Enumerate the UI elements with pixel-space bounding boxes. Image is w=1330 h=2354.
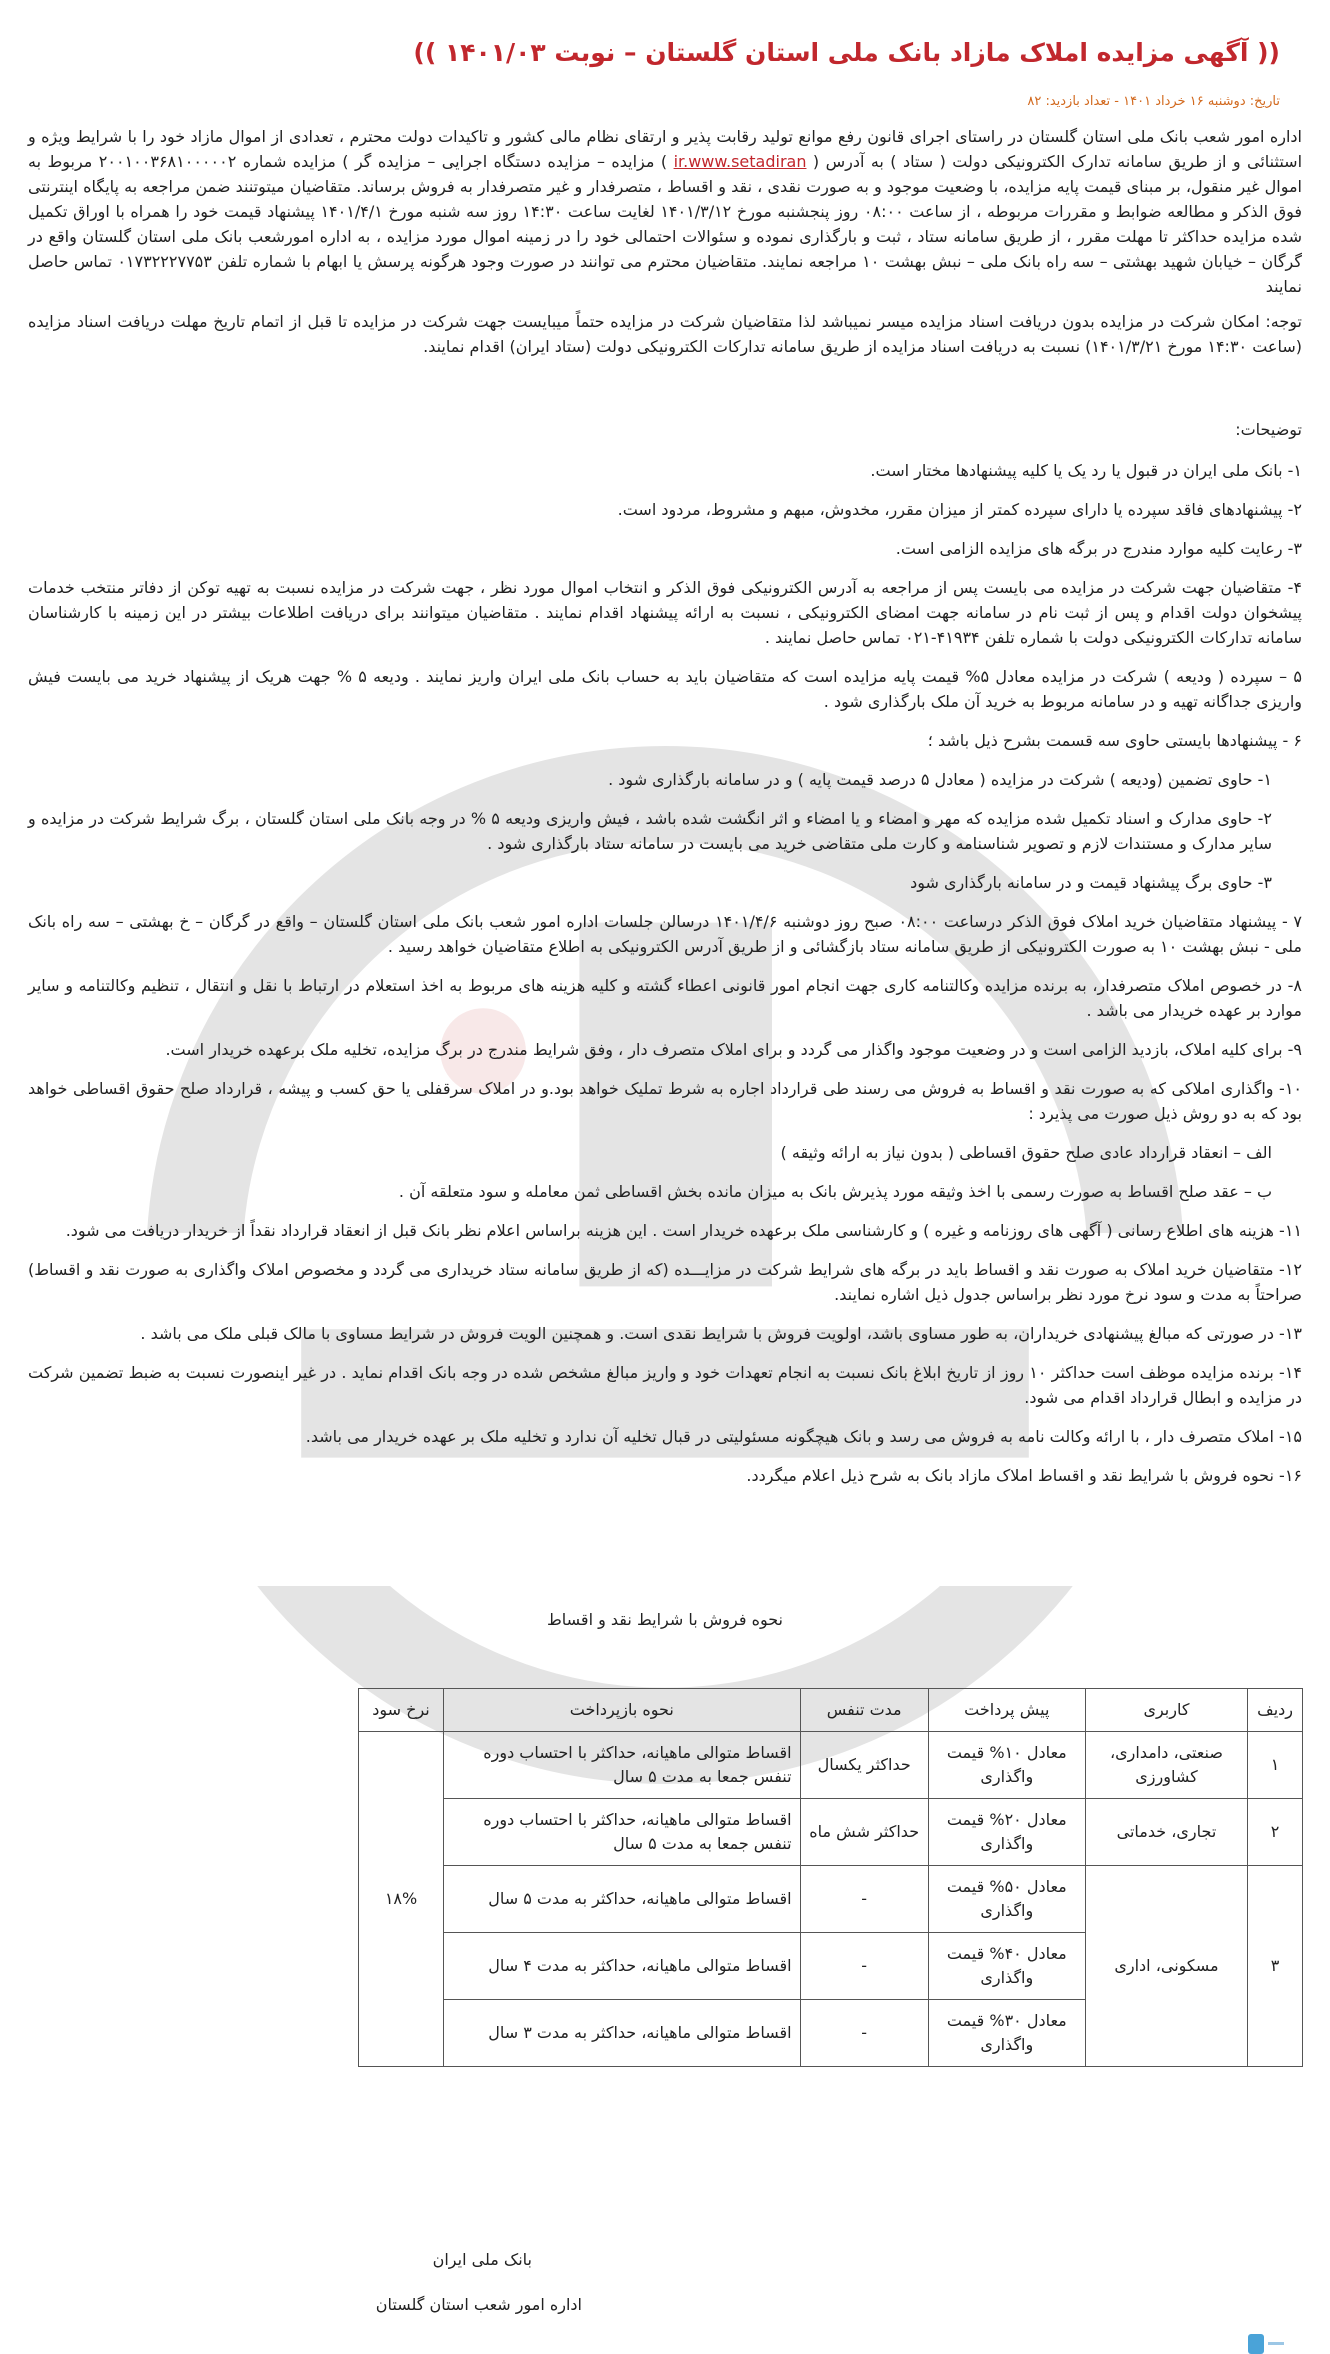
col-header: نرخ سود: [359, 1689, 444, 1732]
table-row: [359, 1799, 1303, 1866]
cell-usage: تجاری، خدماتی: [1085, 1799, 1247, 1866]
note-item: ۷ - پیشنهاد متقاضیان خرید املاک فوق الذکر درساعت ۰۸:۰۰ صبح روز دوشنبه ۱۴۰۱/۴/۶ درسالن جلسات اداره امور شعب بانک ملی استان گلستان – واقع در گرگان – خ بهشتی – سه راه بانک ملی - نبش بهشت ۱۰ به صورت الکترونیکی از طریق سامانه ستاد بازگشائی و از طریق آدرس الکترونیکی به اطلاع متقاضیان خواهد رسید .: [28, 912, 1302, 956]
col-header: مدت تنفس: [800, 1689, 928, 1732]
col-header: ردیف: [1248, 1689, 1303, 1732]
signature-office: اداره امور شعب استان گلستان: [375, 2295, 582, 2314]
cell-grace: حداکثر شش ماه: [800, 1799, 928, 1866]
note-item: ۱۱- هزینه های اطلاع رسانی ( آگهی های روزنامه و غیره ) و کارشناسی ملک برعهده خریدار است . این هزینه براساس اعلام نظر بانک قبل از انعقاد قرارداد نقداً از خریدار دریافت می شود.: [65, 1221, 1302, 1240]
cell-prepay: معادل ۴۰% قیمت واگذاری: [928, 1933, 1085, 2000]
cell-grace: -: [800, 1933, 928, 2000]
cell-prepay: معادل ۵۰% قیمت واگذاری: [928, 1866, 1085, 1933]
post-meta: تاریخ: دوشنبه ۱۶ خرداد ۱۴۰۱ - تعداد بازدید: ۸۲: [1027, 94, 1280, 109]
cell-usage: مسکونی، اداری: [1085, 1866, 1247, 2067]
note-item: ۵ – سپرده ( ودیعه ) شرکت در مزایده معادل ۵% قیمت پایه مزایده است که متقاضیان باید به حساب بانک ملی ایران واریز نمایند . ودیعه ۵ % جهت هریک از پیشنهاد خرید می بایست فیش واریزی جداگانه تهیه و در سامانه مربوط به خرید آن ملک بارگذاری شود .: [28, 667, 1302, 711]
cell-repay: اقساط متوالی ماهیانه، حداکثر به مدت ۴ سال: [444, 1933, 801, 2000]
col-header: نحوه بازپرداخت: [444, 1689, 801, 1732]
col-header: پیش پرداخت: [928, 1689, 1085, 1732]
cell-usage: صنعتی، دامداری، کشاورزی: [1085, 1732, 1247, 1799]
note-item: ۹- برای کلیه املاک، بازدید الزامی است و در وضعیت موجود واگذار می گردد و برای املاک متصرف دار ، وفق شرایط مندرج در برگ مزایده، تخلیه ملک برعهده خریدار است.: [165, 1040, 1302, 1059]
note-item: ۲- پیشنهادهای فاقد سپرده یا دارای سپرده کمتر از میزان مقرر، مخدوش، مبهم و مشروط، مردود است.: [617, 500, 1302, 519]
notes-heading: توضیحات:: [1235, 420, 1302, 439]
note-item: ۱۶- نحوه فروش با شرایط نقد و اقساط املاک مازاد بانک به شرح ذیل اعلام میگردد.: [746, 1466, 1302, 1485]
table-row: [359, 1866, 1303, 1933]
signature-bank: بانک ملی ایران: [432, 2250, 532, 2269]
cell-rate: ۱۸%: [359, 1732, 444, 2067]
note-subitem: ۲- حاوی مدارک و اسناد تکمیل شده مزایده که مهر و امضاء و یا امضاء و اثر انگشت شده باشد ، فیش واریزی ودیعه ۵ % در وجه بانک ملی استان گلستان ، برگ شرایط شرکت در مزایده و سایر مدارک و مستندات لازم و تصویر شناسنامه و کارت ملی متقاضی خرید می بایست در سامانه ستاد بارگذاری شود .: [28, 809, 1272, 853]
installment-table: [358, 1688, 1303, 2067]
col-header: کاربری: [1085, 1689, 1247, 1732]
table-row: [359, 1732, 1303, 1799]
note-item: ۴- متقاضیان جهت شرکت در مزایده می بایست پس از مراجعه به آدرس الکترونیکی فوق الذکر و انتخاب اموال مورد نظر ، جهت شرکت در مزایده نسبت به تهیه توکن از دفاتر منتخب خدمات پیشخوان دولت اقدام و پس از ثبت نام در سامانه جهت امضای الکترونیکی ، نسبت به ارائه پیشنهاد اقدام نمایند . متقاضیان میتوانند برای دریافت اطلاعات بیشتر در این زمینه با کارشناسان سامانه تدارکات الکترونیکی دولت با شماره تلفن ۴۱۹۳۴-۰۲۱ تماس حاصل نمایند .: [28, 578, 1302, 647]
cell-grace: حداکثر یکسال: [800, 1732, 928, 1799]
cell-repay: اقساط متوالی ماهیانه، حداکثر به مدت ۳ سال: [444, 2000, 801, 2067]
note-subitem: ۱- حاوی تضمین (ودیعه ) شرکت در مزایده ( معادل ۵ درصد قیمت پایه ) و در سامانه بارگذاری شود .: [608, 770, 1272, 789]
note-item: ۱۳- در صورتی که مبالغ پیشنهادی خریداران، به طور مساوی باشد، اولویت فروش با شرایط نقدی است. و همچنین الویت فروش در شرایط مساوی با مالک قبلی ملک می باشد .: [140, 1324, 1302, 1343]
note-item: ۱۵- املاک متصرف دار ، با ارائه وکالت نامه به فروش می رسد و بانک هیچگونه مسئولیتی در قبال تخلیه آن ندارد و تخلیه ملک بر عهده خریدار می باشد.: [305, 1427, 1302, 1446]
cell-repay: اقساط متوالی ماهیانه، حداکثر با احتساب دوره تنفس جمعا به مدت ۵ سال: [444, 1799, 801, 1866]
cell-num: ۳: [1248, 1866, 1303, 2067]
note-subitem: الف – انعقاد قرارداد عادی صلح حقوق اقساطی ( بدون نیاز به ارائه وثیقه ): [780, 1143, 1272, 1162]
note-subitem: ۳- حاوی برگ پیشنهاد قیمت و در سامانه بارگذاری شود: [910, 873, 1272, 892]
note-item: ۱۰- واگذاری املاکی که به صورت نقد و اقساط به فروش می رسند طی قرارداد اجاره به شرط تملیک خواهد بود.و در املاک سرقفلی یا حق کسب و پیشه ، قرارداد صلح حقوق اقساطی خواهد بود که به دو روش ذیل صورت می پذیرد :: [28, 1079, 1302, 1123]
setad-link[interactable]: ir.www.setadiran: [673, 152, 807, 171]
cell-num: ۲: [1248, 1799, 1303, 1866]
cell-repay: اقساط متوالی ماهیانه، حداکثر با احتساب دوره تنفس جمعا به مدت ۵ سال: [444, 1732, 801, 1799]
note-item: ۸- در خصوص املاک متصرفدار، به برنده مزایده وکالتنامه کاری جهت انجام امور قانونی اعطاء گشته و کلیه هزینه های مربوط به اخذ استعلام در ارتباط با نقل و انتقال ، تنظیم وکالتنامه و سایر موارد بر عهده خریدار می باشد .: [28, 976, 1302, 1020]
table-caption: نحوه فروش با شرایط نقد و اقساط: [546, 1610, 784, 1629]
site-logo-icon: [1246, 2328, 1286, 2354]
note-item: ۱- بانک ملی ایران در قبول یا رد یک یا کلیه پیشنهادها مختار است.: [870, 461, 1302, 480]
cell-prepay: معادل ۳۰% قیمت واگذاری: [928, 2000, 1085, 2067]
note-item: ۱۴- برنده مزایده موظف است حداکثر ۱۰ روز از تاریخ ابلاغ بانک نسبت به انجام تعهدات خود و واریز مبالغ مشخص شده در وجه بانک اقدام نماید . در غیر اینصورت نسبت به ضبط تضمین شرکت در مزایده و ابطال قرارداد اقدام می شود.: [28, 1363, 1302, 1407]
announcement-body: [28, 124, 1302, 1502]
note-item: ۳- رعایت کلیه موارد مندرج در برگه های مزایده الزامی است.: [895, 539, 1302, 558]
table-header-row: [359, 1689, 1303, 1732]
cell-repay: اقساط متوالی ماهیانه، حداکثر به مدت ۵ سال: [444, 1866, 801, 1933]
note-subitem: ب – عقد صلح اقساط به صورت رسمی با اخذ وثیقه مورد پذیرش بانک به میزان مانده بخش اقساطی ثمن معامله و سود متعلقه آن .: [398, 1182, 1272, 1201]
note-paragraph: توجه: امکان شرکت در مزایده بدون دریافت اسناد مزایده میسر نمیباشد لذا متقاضیان شرکت در مزایده حتماً میبایست جهت شرکت در مزایده تا قبل از اتمام تاریخ مهلت دریافت اسناد مزایده (ساعت ۱۴:۳۰ مورخ ۱۴۰۱/۳/۲۱) نسبت به دریافت اسناد مزایده از طریق سامانه تدارکات الکترونیکی دولت (ستاد ایران) اقدام نمایند.: [28, 312, 1302, 356]
intro-paragraph: اداره امور شعب بانک ملی استان گلستان در راستای اجرای قانون رفع موانع تولید رقابت پذیر و ارتقای نظام مالی کشور و تاکیدات دولت محترم ، تعدادی از اموال مازاد خود را با شرایط ویژه و استثنائی و از طریق سامانه تدارک الکترونیکی دولت ( ستاد ) به آدرس ( ir.www.setadiran ) مزایده – مزایده دستگاه اجرایی – مزایده گر ) مزایده شماره ۲۰۰۱۰۰۳۶۸۱۰۰۰۰۰۲ مربوط به اموال غیر منقول، بر مبنای قیمت پایه مزایده، با وضعیت موجود و به صورت نقدی ، نقد و اقساط ، متصرفدار و غیر متصرفدار به فروش برساند. متقاضیان میتوتنند ضمن مراجعه به پایگاه اینترنتی فوق الذکر و مطالعه ضوابط و مقررات مربوطه ، از ساعت ۰۸:۰۰ روز پنجشنبه مورخ ۱۴۰۱/۳/۱۲ لغایت ساعت ۱۴:۳۰ روز سه شنبه مورخ ۱۴۰۱/۴/۱ پیشنهاد قیمت خود را همراه با اوراق تکمیل شده مزایده حداکثر تا مهلت مقرر ، از طریق سامانه ستاد ، ثبت و بارگذاری نموده و سئوالات احتمالی خود را در زمینه اموال مورد مزایده ، به اداره امورشعب بانک ملی استان گلستان واقع در گرگان – خیابان شهید بهشتی – سه راه بانک ملی – نبش بهشت ۱۰ مراجعه نمایند. متقاضیان محترم می توانند در صورت وجود هرگونه پرسش یا ابهام با شماره تلفن ۰۱۷۳۲۲۲۷۷۵۳ تماس حاصل نمایند: [28, 127, 1303, 296]
note-item: ۶ - پیشنهادها بایستی حاوی سه قسمت بشرح ذیل باشد ؛: [927, 731, 1302, 750]
cell-prepay: معادل ۲۰% قیمت واگذاری: [928, 1799, 1085, 1866]
cell-grace: -: [800, 2000, 928, 2067]
page-title: (( آگهی مزایده املاک مازاد بانک ملی استان گلستان – نوبت ۱۴۰۱/۰۳ )): [413, 38, 1280, 67]
note-item: ۱۲- متقاضیان خرید املاک به صورت نقد و اقساط باید در برگه های شرایط شرکت در مزایـــده (که از طریق سامانه ستاد خریداری می گردد و مخصوص املاک واگذاری به صورت نقد و اقساط) صراحتاً به مدت و سود نرخ مورد نظر براساس جدول ذیل اشاره نمایند.: [28, 1260, 1302, 1304]
cell-prepay: معادل ۱۰% قیمت واگذاری: [928, 1732, 1085, 1799]
cell-num: ۱: [1248, 1732, 1303, 1799]
cell-grace: -: [800, 1866, 928, 1933]
